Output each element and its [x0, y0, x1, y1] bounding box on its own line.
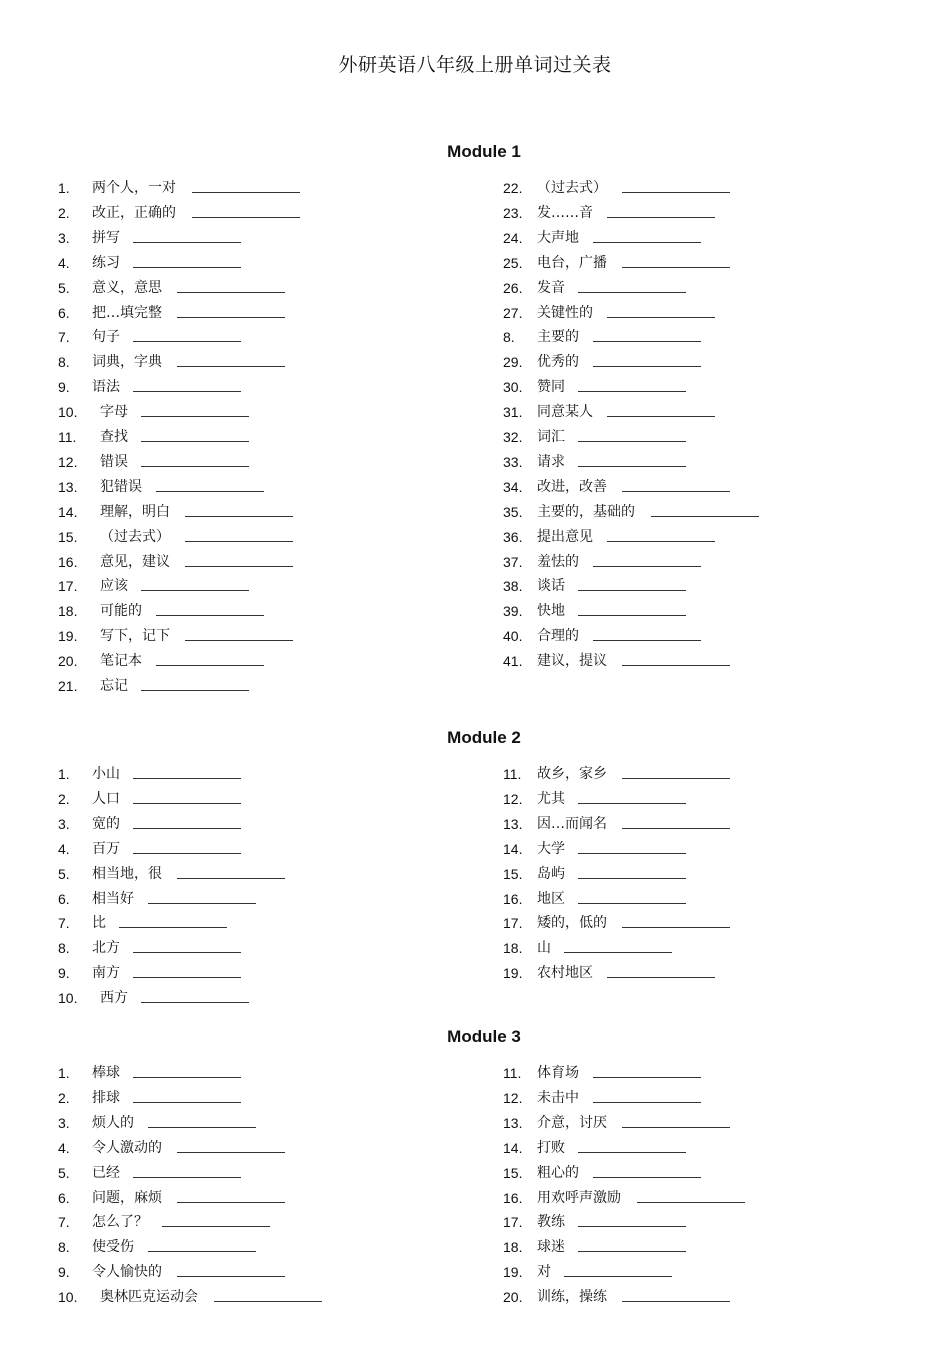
item-number: 20.	[503, 1289, 523, 1306]
answer-blank[interactable]	[622, 665, 730, 666]
item-meaning: 体育场	[537, 1065, 579, 1081]
item-number: 15.	[503, 865, 523, 882]
answer-blank[interactable]	[141, 466, 249, 467]
item-meaning: 奥林匹克运动会	[100, 1289, 198, 1306]
item-meaning: 令人愉快的	[92, 1264, 162, 1281]
answer-blank[interactable]	[593, 566, 701, 567]
item-meaning: 矮的，低的	[537, 915, 607, 932]
item-meaning: 提出意见	[537, 528, 593, 545]
answer-blank[interactable]	[578, 903, 686, 904]
item-number: 31.	[503, 404, 523, 421]
item-meaning: 犯错误	[100, 478, 142, 495]
answer-blank[interactable]	[578, 1152, 686, 1153]
answer-blank[interactable]	[133, 1177, 241, 1178]
answer-blank[interactable]	[564, 952, 672, 953]
item-number: 5.	[58, 865, 70, 882]
item-number: 25.	[503, 254, 523, 271]
item-meaning: 改进，改善	[537, 478, 607, 495]
item-meaning: 岛屿	[537, 865, 565, 882]
item-meaning: 笔记本	[100, 653, 142, 670]
item-number: 16.	[503, 1189, 523, 1206]
answer-blank[interactable]	[133, 803, 241, 804]
item-number: 40.	[503, 628, 523, 645]
answer-blank[interactable]	[622, 1127, 730, 1128]
item-meaning: 教练	[537, 1214, 565, 1231]
item-meaning: 电台，广播	[537, 254, 607, 271]
answer-blank[interactable]	[177, 1152, 285, 1153]
item-meaning: 拼写	[92, 229, 120, 246]
answer-blank[interactable]	[185, 516, 293, 517]
item-number: 22.	[503, 180, 523, 196]
answer-blank[interactable]	[133, 242, 241, 243]
item-number: 6.	[58, 1189, 70, 1206]
item-meaning: 意义，意思	[92, 279, 162, 296]
item-number: 24.	[503, 229, 523, 246]
item-meaning: 语法	[92, 379, 120, 396]
item-meaning: 西方	[100, 990, 128, 1007]
answer-blank[interactable]	[133, 341, 241, 342]
item-number: 15.	[503, 1164, 523, 1181]
item-meaning: 怎么了？	[92, 1214, 148, 1231]
item-number: 3.	[58, 229, 70, 246]
item-number: 12.	[58, 453, 78, 470]
answer-blank[interactable]	[578, 441, 686, 442]
item-number: 1.	[58, 1065, 70, 1081]
answer-blank[interactable]	[607, 217, 715, 218]
item-meaning: （过去式）	[537, 180, 607, 196]
item-meaning: 大声地	[537, 229, 579, 246]
answer-blank[interactable]	[133, 391, 241, 392]
answer-blank[interactable]	[148, 903, 256, 904]
answer-blank[interactable]	[133, 1102, 241, 1103]
answer-blank[interactable]	[593, 640, 701, 641]
item-number: 10.	[58, 990, 78, 1007]
item-number: 23.	[503, 204, 523, 221]
item-number: 16.	[503, 890, 523, 907]
item-number: 8.	[58, 940, 70, 957]
item-number: 11.	[58, 429, 77, 445]
item-meaning: 主要的	[537, 329, 579, 346]
answer-blank[interactable]	[593, 341, 701, 342]
item-meaning: 主要的，基础的	[537, 503, 635, 520]
item-number: 12.	[503, 790, 523, 807]
item-number: 10.	[58, 404, 78, 421]
answer-blank[interactable]	[177, 1276, 285, 1277]
item-number: 3.	[58, 1114, 70, 1131]
item-meaning: 改正，正确的	[92, 204, 176, 221]
item-number: 11.	[503, 1065, 522, 1081]
item-meaning: 优秀的	[537, 354, 579, 371]
item-number: 2.	[58, 790, 70, 807]
module-1-heading: Module 1	[447, 142, 521, 161]
answer-blank[interactable]	[192, 217, 300, 218]
answer-blank[interactable]	[177, 317, 285, 318]
item-number: 33.	[503, 453, 523, 470]
item-meaning: 关键性的	[537, 304, 593, 321]
item-number: 13.	[503, 1114, 523, 1131]
item-meaning: 比	[92, 915, 106, 932]
answer-blank[interactable]	[593, 1102, 701, 1103]
item-meaning: 忘记	[100, 678, 128, 694]
answer-blank[interactable]	[578, 878, 686, 879]
item-meaning: 大学	[537, 840, 565, 857]
item-number: 14.	[58, 503, 78, 520]
item-number: 18.	[503, 940, 523, 957]
answer-blank[interactable]	[141, 590, 249, 591]
item-meaning: 请求	[537, 453, 565, 470]
answer-blank[interactable]	[622, 1301, 730, 1302]
answer-blank[interactable]	[607, 317, 715, 318]
item-meaning: 发……音	[537, 204, 593, 221]
answer-blank[interactable]	[133, 778, 241, 779]
item-number: 8.	[503, 329, 515, 346]
answer-blank[interactable]	[192, 192, 300, 193]
item-number: 4.	[58, 840, 70, 857]
answer-blank[interactable]	[578, 292, 686, 293]
item-meaning: 建议，提议	[537, 653, 607, 670]
item-meaning: 谈话	[537, 578, 565, 595]
item-meaning: 排球	[92, 1089, 120, 1106]
item-meaning: 练习	[92, 254, 120, 271]
item-number: 27.	[503, 304, 523, 321]
item-number: 8.	[58, 1239, 70, 1256]
item-number: 16.	[58, 553, 78, 570]
item-meaning: 相当好	[92, 890, 134, 907]
item-number: 9.	[58, 1264, 70, 1281]
item-meaning: 羞怯的	[537, 553, 579, 570]
item-meaning: 问题，麻烦	[92, 1189, 162, 1206]
item-meaning: 应该	[100, 578, 128, 595]
answer-blank[interactable]	[593, 1077, 701, 1078]
item-meaning: 使受伤	[92, 1239, 134, 1256]
answer-blank[interactable]	[177, 878, 285, 879]
answer-blank[interactable]	[185, 566, 293, 567]
item-meaning: 词汇	[537, 429, 565, 445]
answer-blank[interactable]	[578, 853, 686, 854]
item-number: 2.	[58, 1089, 70, 1106]
item-meaning: 两个人，一对	[92, 180, 176, 196]
answer-blank[interactable]	[133, 853, 241, 854]
answer-blank[interactable]	[148, 1127, 256, 1128]
answer-blank[interactable]	[141, 441, 249, 442]
item-number: 18.	[58, 603, 78, 620]
item-meaning: 球迷	[537, 1239, 565, 1256]
item-number: 9.	[58, 379, 70, 396]
answer-blank[interactable]	[593, 242, 701, 243]
answer-blank[interactable]	[622, 828, 730, 829]
item-number: 36.	[503, 528, 523, 545]
item-meaning: 句子	[92, 329, 120, 346]
answer-blank[interactable]	[133, 952, 241, 953]
item-number: 41.	[503, 653, 523, 670]
item-number: 1.	[58, 766, 70, 782]
item-meaning: 山	[537, 940, 551, 957]
answer-blank[interactable]	[651, 516, 759, 517]
answer-blank[interactable]	[133, 1077, 241, 1078]
item-meaning: 快地	[537, 603, 565, 620]
item-meaning: 尤其	[537, 790, 565, 807]
item-number: 19.	[503, 1264, 523, 1281]
item-number: 4.	[58, 254, 70, 271]
item-number: 32.	[503, 429, 523, 445]
item-number: 12.	[503, 1089, 523, 1106]
item-number: 21.	[58, 678, 78, 694]
item-meaning: 因…而闻名	[537, 815, 607, 832]
page-title: 外研英语八年级上册单词过关表	[338, 54, 612, 76]
item-meaning: 把…填完整	[92, 304, 162, 321]
item-number: 7.	[58, 329, 70, 346]
item-number: 30.	[503, 379, 523, 396]
item-number: 26.	[503, 279, 523, 296]
item-meaning: 可能的	[100, 603, 142, 620]
answer-blank[interactable]	[141, 1002, 249, 1003]
answer-blank[interactable]	[133, 977, 241, 978]
answer-blank[interactable]	[148, 1251, 256, 1252]
answer-blank[interactable]	[622, 192, 730, 193]
item-meaning: 词典，字典	[92, 354, 162, 371]
answer-blank[interactable]	[593, 1177, 701, 1178]
item-number: 39.	[503, 603, 523, 620]
item-number: 17.	[503, 915, 523, 932]
item-meaning: 同意某人	[537, 404, 593, 421]
item-meaning: 农村地区	[537, 965, 593, 982]
item-number: 17.	[58, 578, 78, 595]
answer-blank[interactable]	[141, 690, 249, 691]
item-number: 35.	[503, 503, 523, 520]
item-number: 5.	[58, 1164, 70, 1181]
item-number: 29.	[503, 354, 523, 371]
answer-blank[interactable]	[156, 665, 264, 666]
item-meaning: 令人激动的	[92, 1139, 162, 1156]
answer-blank[interactable]	[578, 391, 686, 392]
answer-blank[interactable]	[177, 366, 285, 367]
answer-blank[interactable]	[177, 292, 285, 293]
answer-blank[interactable]	[185, 640, 293, 641]
answer-blank[interactable]	[177, 1202, 285, 1203]
answer-blank[interactable]	[637, 1202, 745, 1203]
item-number: 5.	[58, 279, 70, 296]
item-meaning: 地区	[537, 890, 565, 907]
answer-blank[interactable]	[133, 828, 241, 829]
answer-blank[interactable]	[622, 491, 730, 492]
item-meaning: 赞同	[537, 379, 565, 396]
item-meaning: 写下，记下	[100, 628, 170, 645]
item-number: 14.	[503, 1139, 523, 1156]
item-number: 38.	[503, 578, 523, 595]
item-meaning: 理解，明白	[100, 503, 170, 520]
item-meaning: 打败	[537, 1139, 565, 1156]
item-meaning: 粗心的	[537, 1164, 579, 1181]
item-meaning: 未击中	[537, 1089, 579, 1106]
answer-blank[interactable]	[622, 267, 730, 268]
answer-blank[interactable]	[119, 927, 227, 928]
item-meaning: 棒球	[92, 1065, 120, 1081]
item-meaning: （过去式）	[100, 528, 170, 545]
item-number: 11.	[503, 766, 522, 782]
item-number: 2.	[58, 204, 70, 221]
answer-blank[interactable]	[578, 1251, 686, 1252]
item-number: 13.	[58, 478, 78, 495]
item-number: 18.	[503, 1239, 523, 1256]
item-meaning: 合理的	[537, 628, 579, 645]
item-number: 7.	[58, 915, 70, 932]
answer-blank[interactable]	[622, 778, 730, 779]
item-number: 1.	[58, 180, 70, 196]
item-meaning: 意见，建议	[100, 553, 170, 570]
answer-blank[interactable]	[133, 267, 241, 268]
item-number: 8.	[58, 354, 70, 371]
answer-blank[interactable]	[141, 416, 249, 417]
item-meaning: 已经	[92, 1164, 120, 1181]
item-number: 13.	[503, 815, 523, 832]
module-2-heading: Module 2	[447, 728, 521, 747]
module-3-heading: Module 3	[447, 1027, 521, 1046]
item-meaning: 字母	[100, 404, 128, 421]
answer-blank[interactable]	[156, 615, 264, 616]
item-number: 37.	[503, 553, 523, 570]
item-meaning: 北方	[92, 940, 120, 957]
item-number: 9.	[58, 965, 70, 982]
item-meaning: 训练，操练	[537, 1289, 607, 1306]
answer-blank[interactable]	[578, 803, 686, 804]
item-number: 6.	[58, 890, 70, 907]
answer-blank[interactable]	[622, 927, 730, 928]
item-meaning: 错误	[100, 453, 128, 470]
answer-blank[interactable]	[607, 416, 715, 417]
answer-blank[interactable]	[156, 491, 264, 492]
item-meaning: 小山	[92, 766, 120, 782]
item-meaning: 南方	[92, 965, 120, 982]
item-meaning: 用欢呼声激励	[537, 1189, 621, 1206]
answer-blank[interactable]	[607, 977, 715, 978]
answer-blank[interactable]	[564, 1276, 672, 1277]
item-meaning: 介意，讨厌	[537, 1114, 607, 1131]
item-number: 17.	[503, 1214, 523, 1231]
answer-blank[interactable]	[578, 615, 686, 616]
answer-blank[interactable]	[578, 466, 686, 467]
item-meaning: 发音	[537, 279, 565, 296]
item-number: 20.	[58, 653, 78, 670]
item-number: 6.	[58, 304, 70, 321]
item-number: 34.	[503, 478, 523, 495]
item-meaning: 对	[537, 1264, 551, 1281]
item-number: 4.	[58, 1139, 70, 1156]
answer-blank[interactable]	[162, 1226, 270, 1227]
item-meaning: 查找	[100, 429, 128, 445]
item-number: 3.	[58, 815, 70, 832]
item-meaning: 相当地，很	[92, 865, 162, 882]
answer-blank[interactable]	[593, 366, 701, 367]
item-number: 19.	[503, 965, 523, 982]
item-meaning: 故乡，家乡	[537, 766, 607, 782]
answer-blank[interactable]	[578, 590, 686, 591]
answer-blank[interactable]	[607, 541, 715, 542]
item-number: 19.	[58, 628, 78, 645]
item-number: 10.	[58, 1289, 78, 1306]
answer-blank[interactable]	[185, 541, 293, 542]
item-number: 14.	[503, 840, 523, 857]
item-number: 7.	[58, 1214, 70, 1231]
item-meaning: 宽的	[92, 815, 120, 832]
answer-blank[interactable]	[578, 1226, 686, 1227]
item-meaning: 烦人的	[92, 1114, 134, 1131]
item-number: 15.	[58, 528, 78, 545]
answer-blank[interactable]	[214, 1301, 322, 1302]
item-meaning: 人口	[92, 790, 120, 807]
item-meaning: 百万	[92, 840, 120, 857]
